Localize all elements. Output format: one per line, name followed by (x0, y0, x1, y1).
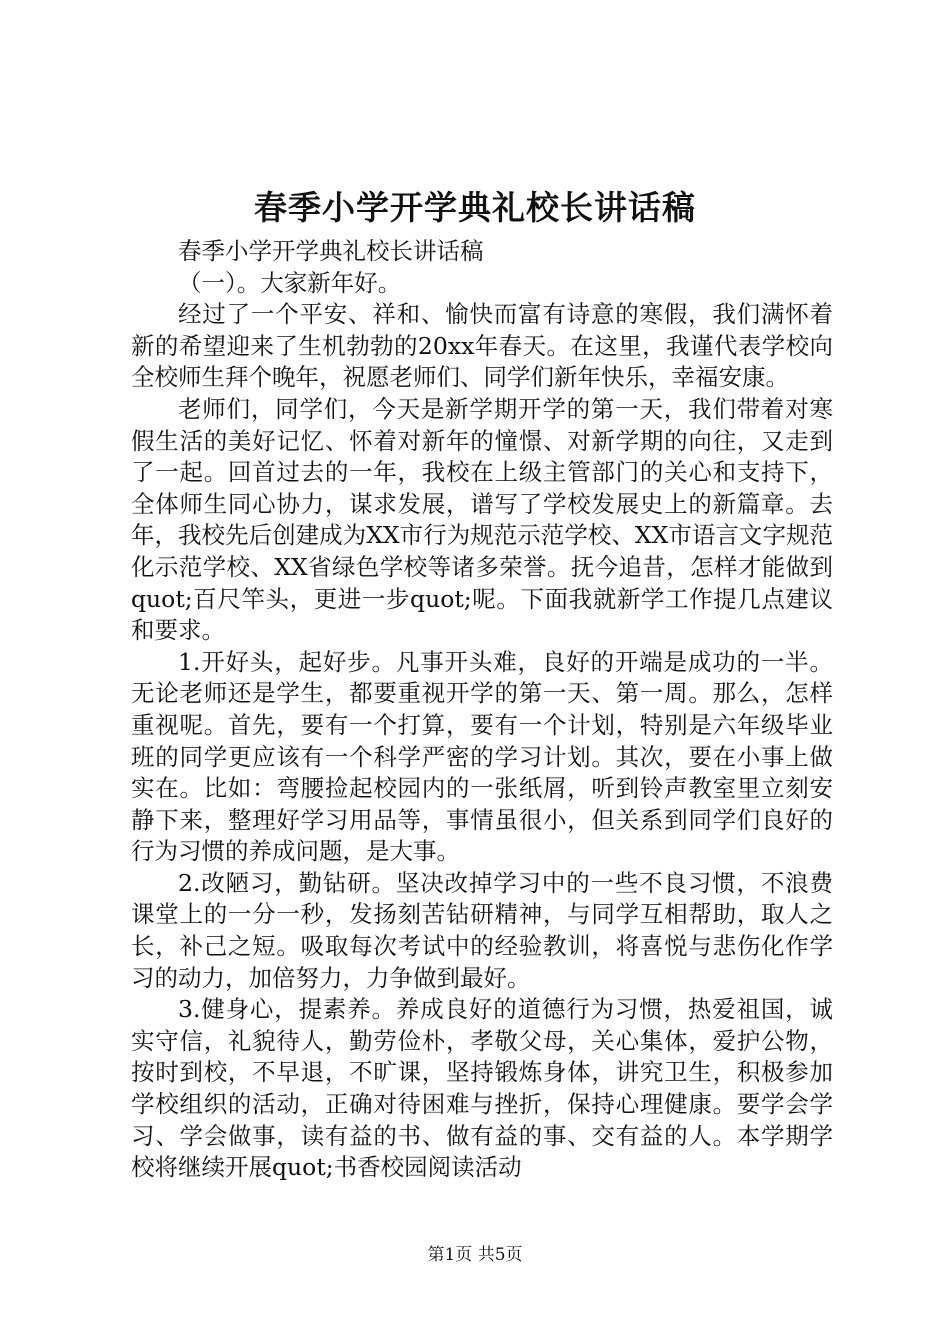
page-footer: 第1页 共5页 (427, 1245, 523, 1265)
subtitle-paragraph: 春季小学开学典礼校长讲话稿 (178, 237, 484, 265)
greeting-paragraph: （一）。大家新年好。 (178, 268, 402, 297)
body-paragraph: 3.健身心，提素养。养成良好的道德行为习惯，热爱祖国，诚实守信，礼貌待人，勤劳俭朴，孝敬父母，关心集体，爱护公物，按时到校，不早退，不旷课，坚持锻炼身体，讲究卫生，积极参加学校组织的活动，正确对待困难与挫折，保持心理健康。要学会学习、学会做事，读有益的书、做有益的事、交有益的人。本学期学校将继续开展quot;书香校园阅读活动 (131, 995, 833, 1182)
body-paragraph: 2.改陋习，勤钻研。坚决改掉学习中的一些不良习惯，不浪费课堂上的一分一秒，发扬刻苦钻研精神，与同学互相帮助，取人之长，补己之短。吸取每次考试中的经验教训，将喜悦与悲伤化作学习的动力，加倍努力，力争做到最好。 (131, 868, 833, 992)
body-paragraph: 1.开好头，起好步。凡事开头难，良好的开端是成功的一半。无论老师还是学生，都要重视开学的第一天、第一周。那么，怎样重视呢。首先，要有一个打算，要有一个计划，特别是六年级毕业班的同学更应该有一个科学严密的学习计划。其次，要在小事上做实在。比如：弯腰捡起校园内的一张纸屑，听到铃声教室里立刻安静下来，整理好学习用品等，事情虽很小，但关系到同学们良好的行为习惯的养成问题，是大事。 (131, 647, 833, 866)
document-body (131, 236, 833, 1184)
body-paragraph: 经过了一个平安、祥和、愉快而富有诗意的寒假，我们满怀着新的希望迎来了生机勃勃的20xx年春天。在这里，我谨代表学校向全校师生拜个晚年，祝愿老师们、同学们新年快乐，幸福安康。 (131, 300, 833, 392)
body-paragraph: 老师们，同学们，今天是新学期开学的第一天，我们带着对寒假生活的美好记忆、怀着对新年的憧憬、对新学期的向往，又走到了一起。回首过去的一年，我校在上级主管部门的关心和支持下，全体师生同心协力，谋求发展，谱写了学校发展史上的新篇章。去年，我校先后创建成为XX市行为规范示范学校、XX市语言文字规范化示范学校、XX省绿色学校等诸多荣誉。抚今追昔，怎样才能做到quot;百尺竿头，更进一步quot;呢。下面我就新学工作提几点建议和要求。 (131, 394, 833, 645)
document-title: 春季小学开学典礼校长讲话稿 (254, 188, 696, 227)
